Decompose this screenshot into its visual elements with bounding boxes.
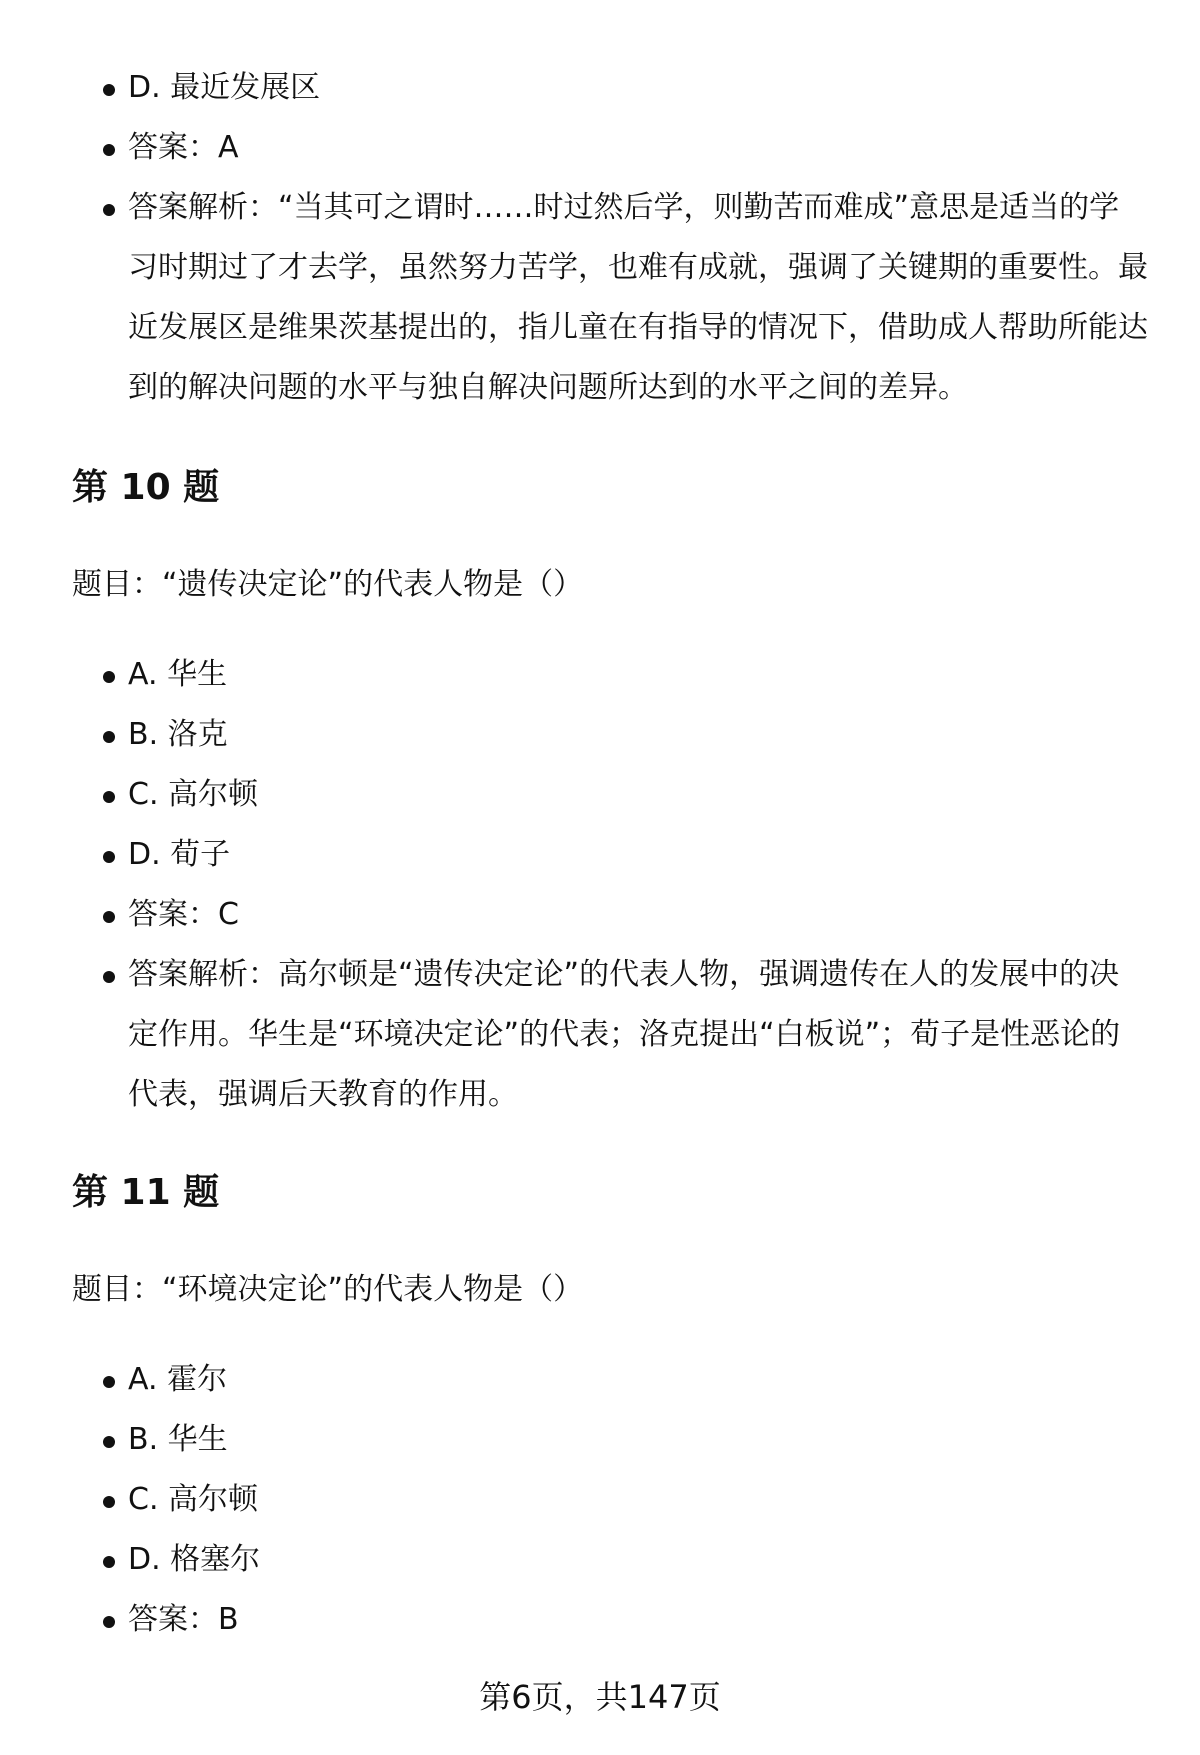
- bullet-icon: [103, 731, 115, 743]
- bullet-icon: [103, 791, 115, 803]
- list-item: [128, 765, 1148, 825]
- bullet-icon: [103, 1436, 115, 1448]
- q10-question: 题目：“遗传决定论”的代表人物是（）: [72, 567, 584, 602]
- bullet-icon: [103, 1556, 115, 1568]
- list-item: [128, 178, 1148, 418]
- list-item: [128, 1590, 1148, 1650]
- q11-heading: 第 11 题: [72, 1172, 220, 1213]
- bullet-icon: [103, 971, 115, 983]
- q10-option-d: D. 荀子: [128, 837, 231, 872]
- q10-answer: 答案：C: [128, 897, 239, 932]
- q10-explanation: 答案解析：高尔顿是“遗传决定论”的代表人物，强调遗传在人的发展中的决定作用。华生是“环境决定论”的代表；洛克提出“白板说”；荀子是性恶论的代表，强调后天教育的作用。: [128, 957, 1121, 1112]
- q9-option-list: [128, 58, 1148, 418]
- q10-option-list: [128, 645, 1148, 1125]
- bullet-icon: [103, 1496, 115, 1508]
- q11-option-b: B. 华生: [128, 1422, 228, 1457]
- list-item: [128, 118, 1148, 178]
- bullet-icon: [103, 851, 115, 863]
- list-item: [128, 945, 1148, 1125]
- bullet-icon: [103, 911, 115, 923]
- bullet-icon: [103, 1616, 115, 1628]
- list-item: [128, 1470, 1148, 1530]
- q10-option-a: A. 华生: [128, 657, 228, 692]
- q11-question: 题目：“环境决定论”的代表人物是（）: [72, 1272, 584, 1307]
- bullet-icon: [103, 84, 115, 96]
- list-item: [128, 1350, 1148, 1410]
- list-item: [128, 825, 1148, 885]
- bullet-icon: [103, 204, 115, 216]
- q11-option-list: [128, 1350, 1148, 1650]
- q10-option-b: B. 洛克: [128, 717, 228, 752]
- list-item: [128, 1530, 1148, 1590]
- bullet-icon: [103, 1376, 115, 1388]
- q9-option-d: D. 最近发展区: [128, 70, 321, 105]
- q11-answer: 答案：B: [128, 1602, 239, 1637]
- q10-option-c: C. 高尔顿: [128, 777, 259, 812]
- q10-heading: 第 10 题: [72, 467, 220, 508]
- bullet-icon: [103, 144, 115, 156]
- list-item: [128, 1410, 1148, 1470]
- list-item: [128, 885, 1148, 945]
- list-item: [128, 58, 1148, 118]
- q11-option-c: C. 高尔顿: [128, 1482, 259, 1517]
- list-item: [128, 645, 1148, 705]
- q11-option-d: D. 格塞尔: [128, 1542, 261, 1577]
- list-item: [128, 705, 1148, 765]
- q9-explanation: 答案解析：“当其可之谓时……时过然后学，则勤苦而难成”意思是适当的学习时期过了才去学，虽然努力苦学，也难有成就，强调了关键期的重要性。最近发展区是维果茨基提出的，指儿童在有指导的情况下，借助成人帮助所能达到的解决问题的水平与独自解决问题所达到的水平之间的差异。: [128, 190, 1148, 405]
- page-footer: 第6页，共147页: [479, 1678, 721, 1716]
- q9-answer: 答案：A: [128, 130, 239, 165]
- q11-option-a: A. 霍尔: [128, 1362, 228, 1397]
- bullet-icon: [103, 671, 115, 683]
